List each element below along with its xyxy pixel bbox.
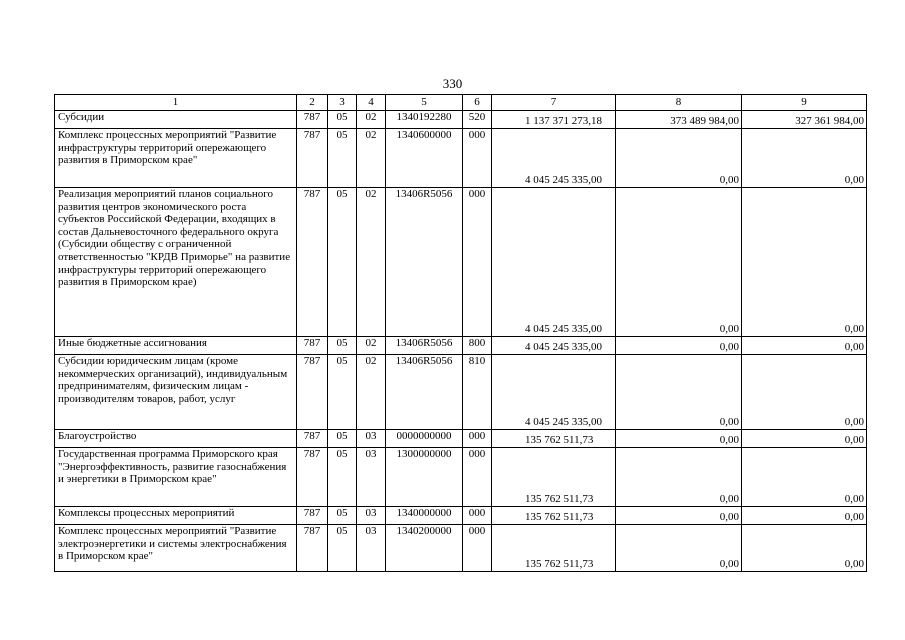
expense-type-cell: 810 [463, 355, 492, 430]
column-header: 8 [616, 95, 742, 111]
amount-col9-cell: 0,00 [742, 430, 867, 448]
amount-col9-cell: 0,00 [742, 525, 867, 572]
amount-col8-cell: 0,00 [616, 448, 742, 507]
table-row [55, 337, 867, 355]
section-code-cell: 05 [328, 448, 357, 507]
target-article-cell: 1340192280 [386, 111, 463, 129]
row-name-cell: Благоустройство [55, 430, 297, 448]
row-name-cell: Субсидии юридическим лицам (кроме некоммерческих организаций), индивидуальным предпринимателям, физическим лицам - производителям товаров, работ, услуг [55, 355, 297, 430]
ministry-code-cell: 787 [297, 355, 328, 430]
subsection-code-cell: 02 [357, 355, 386, 430]
subsection-code-cell: 03 [357, 448, 386, 507]
section-code-cell: 05 [328, 525, 357, 572]
amount-col8-cell: 0,00 [616, 129, 742, 188]
ministry-code-cell: 787 [297, 525, 328, 572]
subsection-code-cell: 03 [357, 430, 386, 448]
expense-type-cell: 000 [463, 525, 492, 572]
expense-type-cell: 000 [463, 188, 492, 337]
column-header: 6 [463, 95, 492, 111]
ministry-code-cell: 787 [297, 448, 328, 507]
amount-col9-cell: 0,00 [742, 507, 867, 525]
amount-col8-cell: 0,00 [616, 507, 742, 525]
table-row [55, 111, 867, 129]
expense-type-cell: 800 [463, 337, 492, 355]
column-header: 9 [742, 95, 867, 111]
row-name-cell: Субсидии [55, 111, 297, 129]
page-number: 330 [442, 76, 463, 91]
ministry-code-cell: 787 [297, 111, 328, 129]
section-code-cell: 05 [328, 430, 357, 448]
amount-col8-cell: 0,00 [616, 525, 742, 572]
target-article-cell: 13406R5056 [386, 337, 463, 355]
section-code-cell: 05 [328, 129, 357, 188]
subsection-code-cell: 02 [357, 129, 386, 188]
row-name-cell: Иные бюджетные ассигнования [55, 337, 297, 355]
subsection-code-cell: 02 [357, 337, 386, 355]
ministry-code-cell: 787 [297, 507, 328, 525]
amount-col9-cell: 0,00 [742, 355, 867, 430]
row-name-cell: Реализация мероприятий планов социального развития центров экономического роста субъектов Российской Федерации, входящих в состав Дальневосточного федерального округа (Субсидии обществу с ограниченной ответственностью "КРДВ Приморье" на развитие инфраструктуры территорий опережающего развития в Приморском крае) [55, 188, 297, 337]
section-code-cell: 05 [328, 111, 357, 129]
ministry-code-cell: 787 [297, 188, 328, 337]
amount-col9-cell: 0,00 [742, 129, 867, 188]
expense-type-cell: 520 [463, 111, 492, 129]
section-code-cell: 05 [328, 337, 357, 355]
section-code-cell: 05 [328, 507, 357, 525]
column-header: 2 [297, 95, 328, 111]
amount-col7-cell: 1 137 371 273,18 [492, 111, 616, 129]
subsection-code-cell: 03 [357, 507, 386, 525]
table-row [55, 188, 867, 337]
table-header-row [55, 95, 867, 111]
target-article-cell: 1340600000 [386, 129, 463, 188]
amount-col8-cell: 0,00 [616, 430, 742, 448]
expense-type-cell: 000 [463, 448, 492, 507]
budget-table [54, 94, 867, 572]
table-row [55, 507, 867, 525]
expense-type-cell: 000 [463, 507, 492, 525]
ministry-code-cell: 787 [297, 129, 328, 188]
table-row [55, 355, 867, 430]
amount-col7-cell: 135 762 511,73 [492, 507, 616, 525]
column-header: 1 [55, 95, 297, 111]
expense-type-cell: 000 [463, 129, 492, 188]
target-article-cell: 13406R5056 [386, 188, 463, 337]
target-article-cell: 1300000000 [386, 448, 463, 507]
column-header: 5 [386, 95, 463, 111]
row-name-cell: Комплексы процессных мероприятий [55, 507, 297, 525]
column-header: 3 [328, 95, 357, 111]
amount-col9-cell: 327 361 984,00 [742, 111, 867, 129]
amount-col9-cell: 0,00 [742, 448, 867, 507]
target-article-cell: 0000000000 [386, 430, 463, 448]
row-name-cell: Комплекс процессных мероприятий "Развитие инфраструктуры территорий опережающего развития в Приморском крае" [55, 129, 297, 188]
amount-col8-cell: 0,00 [616, 355, 742, 430]
amount-col7-cell: 135 762 511,73 [492, 448, 616, 507]
target-article-cell: 1340200000 [386, 525, 463, 572]
ministry-code-cell: 787 [297, 430, 328, 448]
subsection-code-cell: 02 [357, 188, 386, 337]
amount-col7-cell: 4 045 245 335,00 [492, 129, 616, 188]
amount-col7-cell: 135 762 511,73 [492, 525, 616, 572]
table-row [55, 430, 867, 448]
table-row [55, 129, 867, 188]
target-article-cell: 1340000000 [386, 507, 463, 525]
table-row [55, 525, 867, 572]
target-article-cell: 13406R5056 [386, 355, 463, 430]
amount-col8-cell: 373 489 984,00 [616, 111, 742, 129]
column-header: 7 [492, 95, 616, 111]
amount-col8-cell: 0,00 [616, 337, 742, 355]
subsection-code-cell: 03 [357, 525, 386, 572]
expense-type-cell: 000 [463, 430, 492, 448]
column-header: 4 [357, 95, 386, 111]
row-name-cell: Государственная программа Приморского края "Энергоэффективность, развитие газоснабжения и энергетики в Приморском крае" [55, 448, 297, 507]
subsection-code-cell: 02 [357, 111, 386, 129]
table-row [55, 448, 867, 507]
ministry-code-cell: 787 [297, 337, 328, 355]
amount-col7-cell: 135 762 511,73 [492, 430, 616, 448]
amount-col7-cell: 4 045 245 335,00 [492, 188, 616, 337]
row-name-cell: Комплекс процессных мероприятий "Развитие электроэнергетики и системы электроснабжения в Приморском крае" [55, 525, 297, 572]
amount-col9-cell: 0,00 [742, 337, 867, 355]
amount-col7-cell: 4 045 245 335,00 [492, 355, 616, 430]
amount-col7-cell: 4 045 245 335,00 [492, 337, 616, 355]
amount-col8-cell: 0,00 [616, 188, 742, 337]
amount-col9-cell: 0,00 [742, 188, 867, 337]
section-code-cell: 05 [328, 355, 357, 430]
section-code-cell: 05 [328, 188, 357, 337]
